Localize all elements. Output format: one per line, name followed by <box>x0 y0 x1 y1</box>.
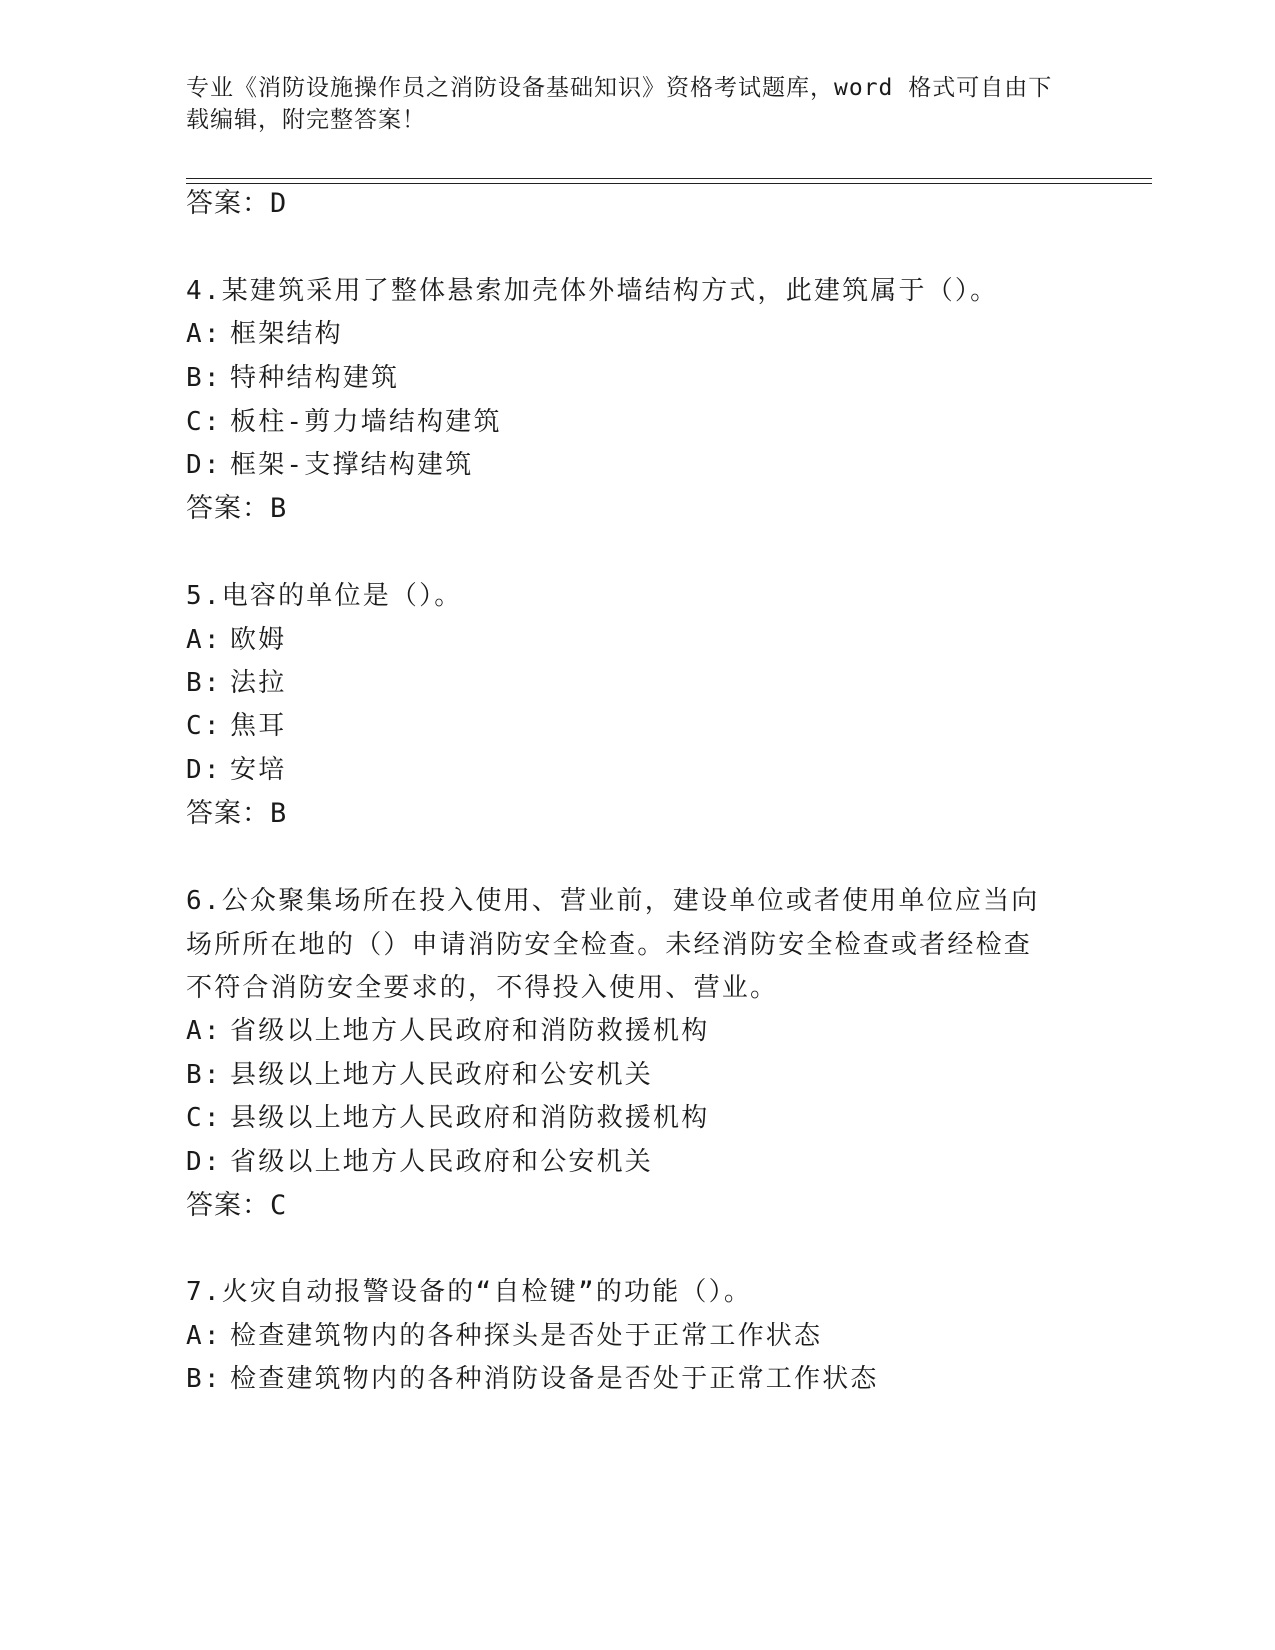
option-text: 检查建筑物内的各种探头是否处于正常工作状态 <box>230 1321 823 1351</box>
question-4-option-d <box>186 448 473 482</box>
document-header <box>186 72 1086 136</box>
option-text: 检查建筑物内的各种消防设备是否处于正常工作状态 <box>230 1364 879 1394</box>
option-text: 欧姆 <box>230 625 287 655</box>
option-letter: B: <box>186 1060 222 1090</box>
question-6-stem-line-3: 不符合消防安全要求的，不得投入使用、营业。 <box>186 973 779 1003</box>
question-4-option-b <box>186 361 399 395</box>
question-4-stem: 4.某建筑采用了整体悬索加壳体外墙结构方式，此建筑属于（）。 <box>186 276 999 306</box>
option-text: 框架-支撑结构建筑 <box>230 450 474 480</box>
option-letter: C: <box>186 711 222 741</box>
question-5-option-b <box>186 666 286 700</box>
question-6-stem-line-1: 6.公众聚集场所在投入使用、营业前，建设单位或者使用单位应当向 <box>186 886 1040 916</box>
option-text: 框架结构 <box>230 319 343 349</box>
header-line-1: 专业《消防设施操作员之消防设备基础知识》资格考试题库，word 格式可自由下 <box>186 75 1053 101</box>
question-5-stem: 5.电容的单位是（）。 <box>186 581 463 611</box>
question-7-option-b <box>186 1362 879 1396</box>
header-line-2: 载编辑，附完整答案！ <box>186 107 426 133</box>
option-text: 板柱-剪力墙结构建筑 <box>230 407 502 437</box>
option-letter: C: <box>186 407 222 437</box>
option-letter: A: <box>186 319 222 349</box>
question-6-stem-line-2: 场所所在地的（）申请消防安全检查。未经消防安全检查或者经检查 <box>186 930 1033 960</box>
question-5-option-d <box>186 753 286 787</box>
option-text: 省级以上地方人民政府和公安机关 <box>230 1147 654 1177</box>
previous-answer: 答案：D <box>186 188 288 219</box>
option-text: 安培 <box>230 755 287 785</box>
question-6-option-b <box>186 1058 653 1092</box>
option-text: 县级以上地方人民政府和公安机关 <box>230 1060 654 1090</box>
option-letter: A: <box>186 1321 222 1351</box>
question-6-answer: 答案：C <box>186 1190 288 1221</box>
option-text: 省级以上地方人民政府和消防救援机构 <box>230 1016 710 1046</box>
question-7-option-a <box>186 1319 822 1353</box>
question-6-option-d <box>186 1145 653 1179</box>
question-6-option-a <box>186 1014 709 1048</box>
question-5-option-a <box>186 623 286 657</box>
option-letter: B: <box>186 1364 222 1394</box>
question-7-stem: 7.火灾自动报警设备的“自检键”的功能（）。 <box>186 1277 753 1307</box>
option-text: 县级以上地方人民政府和消防救援机构 <box>230 1103 710 1133</box>
question-5-answer: 答案：B <box>186 798 288 829</box>
question-4-option-c <box>186 405 502 439</box>
option-letter: C: <box>186 1103 222 1133</box>
header-divider-bottom <box>186 183 1152 184</box>
option-letter: B: <box>186 363 222 393</box>
question-6-option-c <box>186 1101 709 1135</box>
option-letter: D: <box>186 1147 222 1177</box>
option-letter: A: <box>186 1016 222 1046</box>
option-text: 特种结构建筑 <box>230 363 400 393</box>
option-text: 焦耳 <box>230 711 287 741</box>
option-letter: A: <box>186 625 222 655</box>
option-letter: D: <box>186 755 222 785</box>
header-divider-top <box>186 178 1152 179</box>
question-5-option-c <box>186 709 286 743</box>
option-letter: B: <box>186 668 222 698</box>
option-letter: D: <box>186 450 222 480</box>
question-4-option-a <box>186 317 343 351</box>
option-text: 法拉 <box>230 668 287 698</box>
question-4-answer: 答案：B <box>186 493 288 524</box>
